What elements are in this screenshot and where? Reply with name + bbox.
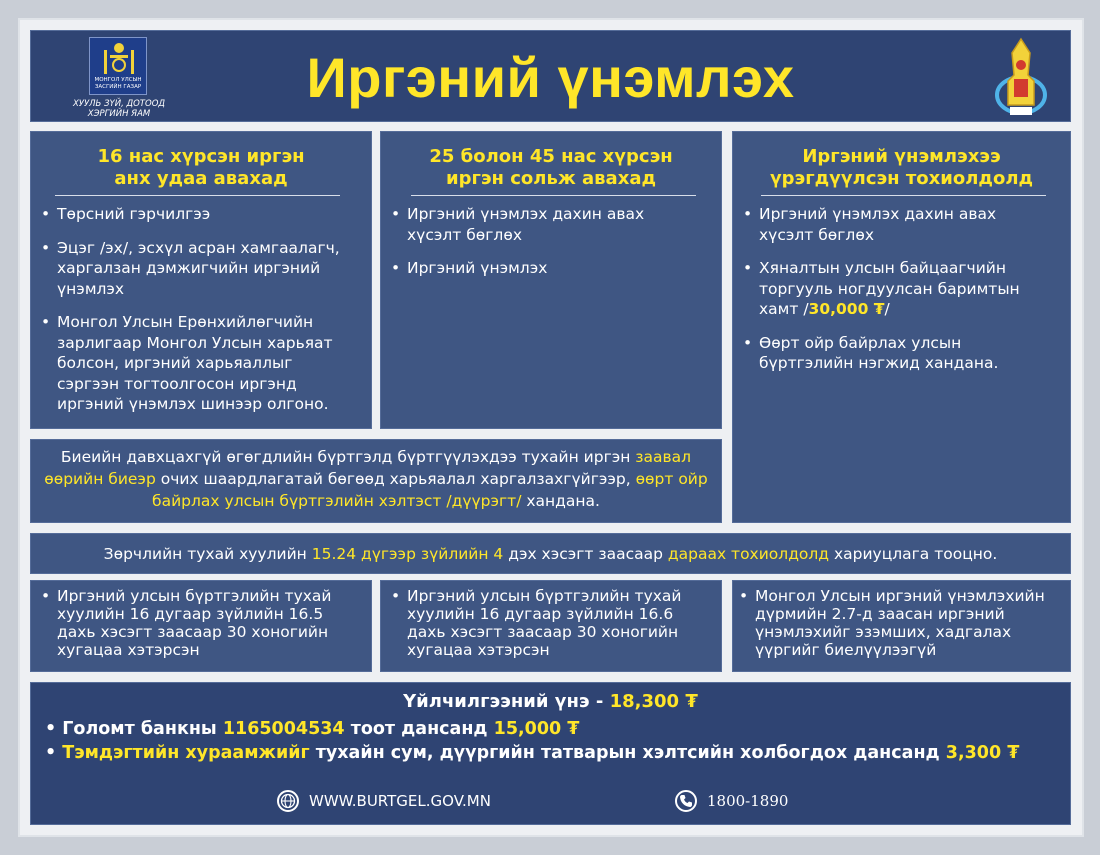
list-item: • Иргэний үнэмлэх: [387, 258, 717, 279]
penalty-note: [39, 543, 1062, 565]
list-item: [739, 258, 1067, 320]
divider: [55, 195, 340, 196]
penalty-note-panel: [30, 533, 1071, 574]
list-item: • Монгол Улсын Ерөнхийлөгчийн зарлигаар Монгол Улсын харьяат болсон, иргэний харьяаллыг сэргээн тогтоолгосон иргэнд иргэний үнэмлэх шинээр олгоно.: [37, 312, 367, 415]
service-price-label: Үйлчилгээний үнэ -: [403, 691, 610, 712]
penalty-text: дэх хэсэгт заасаар: [503, 545, 668, 563]
list-item: • Иргэний үнэмлэх дахин авах хүсэлт бөглөх: [387, 204, 717, 245]
replacement-requirements: [387, 204, 717, 292]
website-contact[interactable]: [277, 790, 491, 812]
lost-card-title-line2: үрэгдүүлсэн тохиолдолд: [769, 168, 1034, 189]
divider: [411, 195, 696, 196]
penalty-highlight: дараах тохиолдолд: [667, 545, 830, 563]
first-issue-requirements: [37, 204, 367, 428]
penalty-highlight: 15.24 дүгээр зүйлийн 4: [311, 545, 504, 563]
page-title: Иргэний үнэмлэх: [306, 46, 795, 109]
first-issue-title-line1: 16 нас хүрсэн иргэн: [97, 146, 305, 167]
phone-contact[interactable]: [675, 790, 788, 812]
first-issue-title-line2: анх удаа авахад: [114, 168, 288, 189]
list-item: • Иргэний улсын бүртгэлийн тухай хуулийн 16 дугаар зүйлийн 16.5 дахь хэсэгт заасаар 30 хоногийн хугацаа хэтэрсэн: [37, 587, 369, 659]
registration-agency-logo-icon: [992, 35, 1050, 119]
replacement-title: [381, 146, 721, 190]
government-label: МОНГОЛ УЛСЫН ЗАСГИЙН ГАЗАР: [94, 77, 142, 90]
biometric-highlight: өөрт ойр байрлах улсын бүртгэлийн хэлтэст /дүүрэгт/: [152, 470, 708, 510]
fine-amount: 30,000 ₮: [808, 300, 885, 318]
biometric-text: хандана.: [521, 492, 600, 510]
fine-prefix: хамт /: [759, 300, 809, 318]
divider: [761, 195, 1046, 196]
bank-payment-line: • Голомт банкны 1165004534 тоот дансанд 15,000 ₮: [45, 719, 580, 739]
replacement-title-line2: иргэн сольж авахад: [445, 168, 657, 189]
replacement-panel: [380, 131, 722, 429]
phone-number[interactable]: 1800-1890: [707, 792, 789, 810]
penalty-case-1: [30, 580, 372, 672]
penalty-text: хариуцлага тооцно.: [829, 545, 998, 563]
list-item: • Иргэний үнэмлэх дахин авах хүсэлт бөглөх: [739, 204, 1067, 245]
ministry-label: ХУУЛЬ ЗҮЙ, ДОТООД ХЭРГИЙН ЯАМ: [72, 99, 166, 119]
header-bar: [30, 30, 1071, 122]
bank-text: Голомт банкны: [62, 719, 223, 739]
stamp-duty-label: Тэмдэгтийн хураамжийг: [62, 743, 310, 763]
service-price-amount: 18,300 ₮: [609, 691, 698, 712]
penalty-case-2: [380, 580, 722, 672]
bank-text: тоот дансанд: [344, 719, 494, 739]
stamp-duty-line: • Тэмдэгтийн хураамжийг тухайн сум, дүүргийн татварын хэлтсийн холбогдох дансанд 3,300 ₮: [45, 743, 1020, 763]
stamp-duty-amount: 3,300 ₮: [945, 743, 1020, 763]
biometric-note: [39, 446, 713, 512]
phone-icon: [675, 790, 697, 812]
penalty-case-3: [732, 580, 1071, 672]
penalty-text: Зөрчлийн тухай хуулийн: [103, 545, 312, 563]
biometric-text: очих шаардлагатай бөгөөд харьяалал харгалзахгүйгээр,: [155, 470, 636, 488]
fees-panel: [30, 682, 1071, 825]
bank-account: 1165004534: [222, 719, 345, 739]
list-item: • Монгол Улсын иргэний үнэмлэхийн дүрмийн 2.7-д заасан иргэний үнэмлэхийг эзэмших, хадгалах үүргийг биелүүлээгүй: [735, 587, 1071, 659]
stamp-duty-text: тухайн сум, дүүргийн татварын хэлтсийн холбогдох дансанд: [309, 743, 946, 763]
list-item: • Эцэг /эх/, эсхүл асран хамгаалагч, харгалзан дэмжигчийн иргэний үнэмлэх: [37, 238, 367, 300]
first-issue-panel: [30, 131, 372, 429]
biometric-highlight: заавал өөрийн биеэр: [44, 448, 692, 488]
biometric-text: Биеийн давхцахгүй өгөгдлийн бүртгэлд бүртгүүлэхдээ тухайн иргэн: [60, 448, 636, 466]
globe-icon: [277, 790, 299, 812]
lost-card-title: [733, 146, 1070, 190]
fine-text: Хяналтын улсын байцаагчийн торгууль ногдуулсан баримтын: [759, 259, 1020, 298]
biometric-note-panel: [30, 439, 722, 523]
list-item: • Иргэний улсын бүртгэлийн тухай хуулийн 16 дугаар зүйлийн 16.6 дахь хэсэгт заасаар 30 хоногийн хугацаа хэтэрсэн: [387, 587, 719, 659]
fine-suffix: /: [884, 300, 890, 318]
replacement-title-line1: 25 болон 45 нас хүрсэн: [429, 146, 673, 167]
lost-card-panel: [732, 131, 1071, 523]
list-item: • Өөрт ойр байрлах улсын бүртгэлийн нэгжид хандана.: [739, 333, 1067, 374]
list-item: • Төрсний гэрчилгээ: [37, 204, 367, 225]
first-issue-title: [31, 146, 371, 190]
lost-card-requirements: [739, 204, 1067, 387]
bank-amount: 15,000 ₮: [493, 719, 580, 739]
lost-card-title-line1: Иргэний үнэмлэхээ: [802, 146, 1001, 167]
service-price: [31, 691, 1070, 712]
website-link[interactable]: WWW.BURTGEL.GOV.MN: [309, 792, 491, 810]
